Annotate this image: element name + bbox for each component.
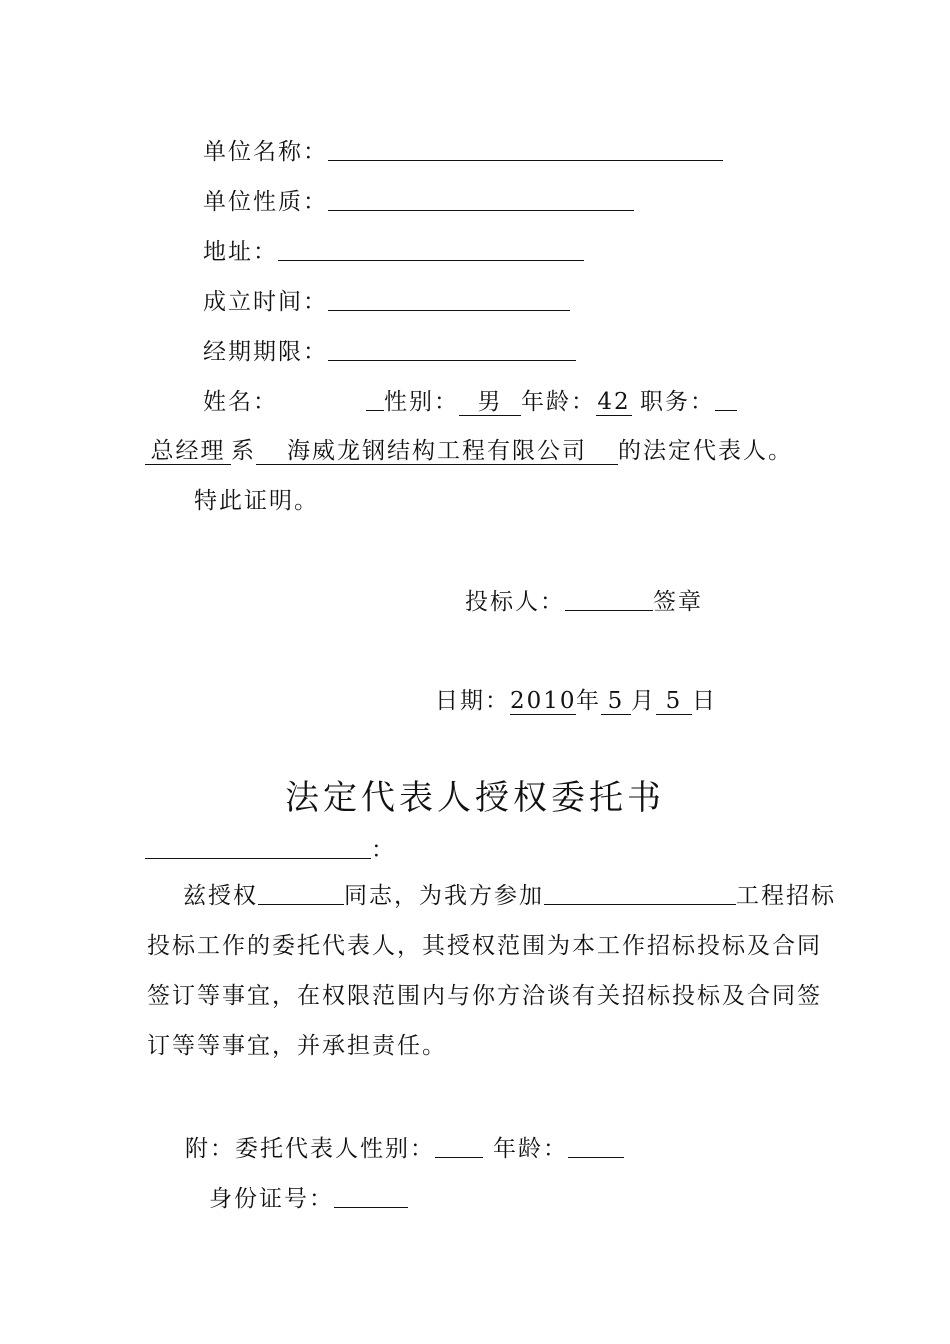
position-value: 总经理	[145, 438, 231, 465]
representative-row	[145, 436, 793, 466]
date-row	[435, 686, 717, 716]
name-blank	[366, 386, 384, 411]
addressee-row	[145, 834, 396, 865]
age-label: 年龄：	[521, 389, 596, 415]
auth-scope-text: 标投标工作的委托代表人，其授权范围为本工作招标投标及合同签订等事宜，在权限范围内与你方洽谈有关招标投标及合同签订等等事宜，并承担责任。	[147, 883, 836, 1059]
position-label: 职务：	[640, 389, 715, 415]
id-label: 身份证号：	[209, 1186, 334, 1212]
appendix-gender-label: 附：委托代表人性别：	[185, 1136, 435, 1162]
project-name-blank	[544, 880, 736, 905]
date-day: 5	[656, 688, 692, 715]
unit-name-label: 单位名称：	[203, 139, 328, 165]
year-char: 年	[576, 688, 601, 714]
term-blank	[328, 336, 576, 361]
authorization-paragraph	[147, 871, 837, 1071]
appendix-age-label: 年龄：	[493, 1136, 568, 1162]
delegate-gender-blank	[435, 1133, 483, 1158]
rep-suffix: 的法定代表人。	[618, 438, 793, 464]
position-blank	[715, 386, 737, 411]
gender-value: 男	[459, 389, 521, 416]
id-number-blank	[334, 1183, 408, 1208]
of-label: 系	[231, 438, 256, 464]
delegate-name-blank	[258, 880, 344, 905]
seal-label: 签章	[653, 589, 703, 615]
name-label: 姓名：	[203, 389, 278, 415]
day-char: 日	[692, 688, 717, 714]
unit-type-label: 单位性质：	[203, 189, 328, 215]
address-blank	[278, 236, 584, 261]
addressee-blank	[145, 834, 371, 859]
bidder-row	[465, 586, 703, 617]
delegate-age-blank	[568, 1133, 624, 1158]
auth-project-suffix: 工程招	[736, 883, 811, 909]
term-label: 经期期限：	[203, 339, 328, 365]
founded-row	[203, 286, 570, 317]
auth-participate-text: 同志，为我方参加	[344, 883, 544, 909]
date-month: 5	[601, 688, 631, 715]
bidder-blank	[565, 586, 653, 611]
date-label: 日期：	[435, 688, 510, 714]
unit-name-row	[203, 136, 723, 167]
unit-type-row	[203, 186, 634, 217]
addressee-colon: ：	[371, 837, 396, 863]
address-row	[203, 236, 584, 267]
person-row	[203, 386, 737, 417]
unit-type-blank	[328, 186, 634, 211]
unit-name-blank	[328, 136, 723, 161]
auth-grant-text: 兹授权	[183, 883, 258, 909]
gender-label: 性别：	[384, 389, 459, 415]
founded-blank	[328, 286, 570, 311]
bidder-label: 投标人：	[465, 589, 565, 615]
certify-text: 特此证明。	[194, 488, 319, 514]
month-char: 月	[631, 688, 656, 714]
company-value: 海威龙钢结构工程有限公司	[256, 438, 618, 465]
term-row	[203, 336, 576, 367]
founded-label: 成立时间：	[203, 289, 328, 315]
date-year: 2010	[510, 688, 577, 714]
id-row	[209, 1183, 408, 1214]
document-title: 法定代表人授权委托书	[285, 778, 665, 818]
address-label: 地址：	[203, 239, 278, 265]
age-value: 42	[597, 389, 631, 415]
appendix-row	[185, 1133, 624, 1164]
